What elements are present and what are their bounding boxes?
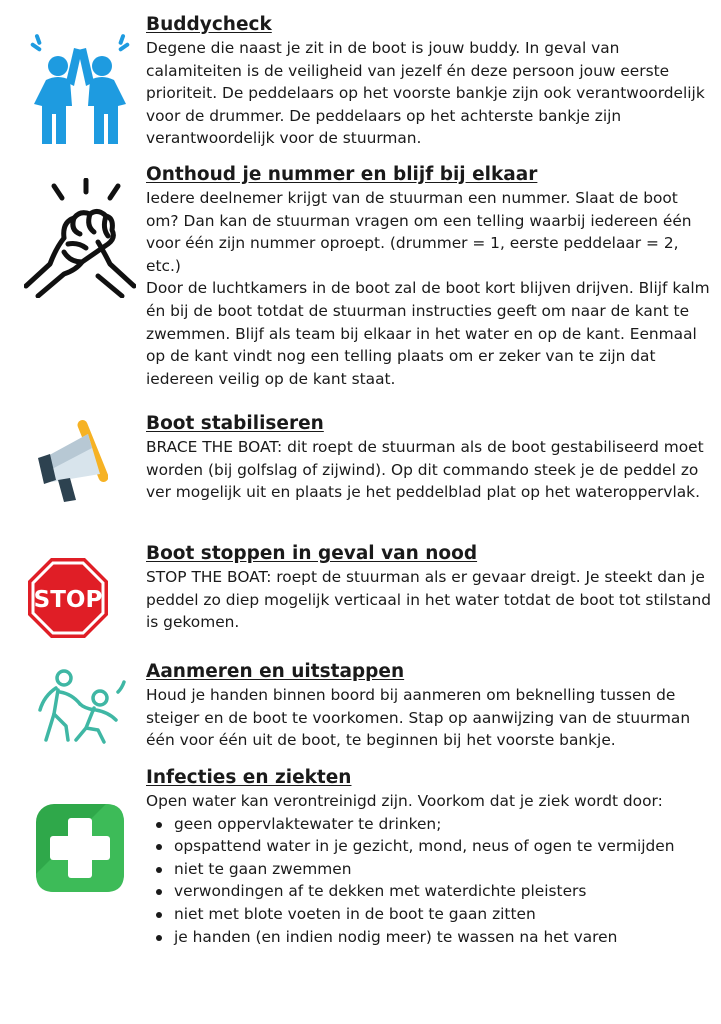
section-title: Buddycheck (146, 14, 272, 35)
section-title: Onthoud je nummer en blijf bij elkaar (146, 164, 538, 185)
section-paragraph: BRACE THE BOAT: dit roept de stuurman als de boot gestabiliseerd moet worden (bij golfslag of zijwind). Op dit commando steek je de peddel zo ver mogelijk uit en plaats je het peddelblad plat op het wateroppervlak. (146, 438, 704, 502)
helping-hand-icon (34, 668, 126, 744)
list-item: verwondingen af te dekken met waterdichte pleisters (174, 880, 712, 903)
section-title: Infecties en ziekten (146, 767, 352, 788)
section-title: Boot stabiliseren (146, 413, 324, 434)
high-five-icon (26, 34, 134, 146)
section-infections (0, 764, 721, 984)
section-paragraph: Door de luchtkamers in de boot zal de boot kort blijven drijven. Blijf kalm én bij de boot totdat de stuurman instructies geeft om naar de kant te zwemmen. Blijf als team bij elkaar in het water en op de kant. Eenmaal op de kant vindt nog een telling plaats om er zeker van te zijn dat iedereen veilig op de kant staat. (146, 279, 710, 388)
section-paragraph: Degene die naast je zit in de boot is jouw buddy. In geval van calamiteiten is de veiligheid van jezelf én deze persoon jouw eerste prioriteit. De peddelaars op het voorste bankje zijn ook verantwoordelijk voor de drummer. De peddelaars op het achterste bankje zijn verantwoordelijk voor de stuurman. (146, 39, 705, 148)
stop-sign-label: STOP (33, 587, 103, 613)
section-stop (0, 540, 721, 660)
section-paragraph: Houd je handen binnen boord bij aanmeren om beknelling tussen de steiger en de boot te voorkomen. Stap op aanwijzing van de stuurman één voor één uit de boot, te beginnen bij het voorste bankje. (146, 686, 691, 750)
list-item: niet te gaan zwemmen (174, 858, 712, 881)
first-aid-cross-icon (36, 804, 124, 892)
section-paragraph: Iedere deelnemer krijgt van de stuurman een nummer. Slaat de boot om? Dan kan de stuurman vragen om een telling waarbij iedereen één voor één zijn nummer oproept. (drummer = 1, eerste peddelaar = 2, etc.) (146, 189, 692, 275)
section-stabilize (0, 400, 721, 540)
handshake-icon (24, 178, 136, 298)
section-paragraph: Open water kan verontreinigd zijn. Voorkom dat je ziek wordt door: (146, 792, 663, 810)
section-buddycheck (0, 0, 721, 160)
list-item: opspattend water in je gezicht, mond, neus of ogen te vermijden (174, 835, 712, 858)
list-item: je handen (en indien nodig meer) te wassen na het varen (174, 926, 712, 949)
section-title: Boot stoppen in geval van nood (146, 543, 478, 564)
section-number (0, 160, 721, 400)
section-title: Aanmeren en uitstappen (146, 661, 405, 682)
list-item: niet met blote voeten in de boot te gaan zitten (174, 903, 712, 926)
bullet-list (146, 813, 712, 949)
megaphone-icon (36, 418, 108, 502)
list-item: geen oppervlaktewater te drinken; (174, 813, 712, 836)
stop-sign-icon (28, 558, 108, 638)
section-paragraph: STOP THE BOAT: roept de stuurman als er gevaar dreigt. Je steekt dan je peddel zo diep mogelijk verticaal in het water totdat de boot tot stilstand is gekomen. (146, 568, 712, 632)
section-mooring (0, 660, 721, 764)
